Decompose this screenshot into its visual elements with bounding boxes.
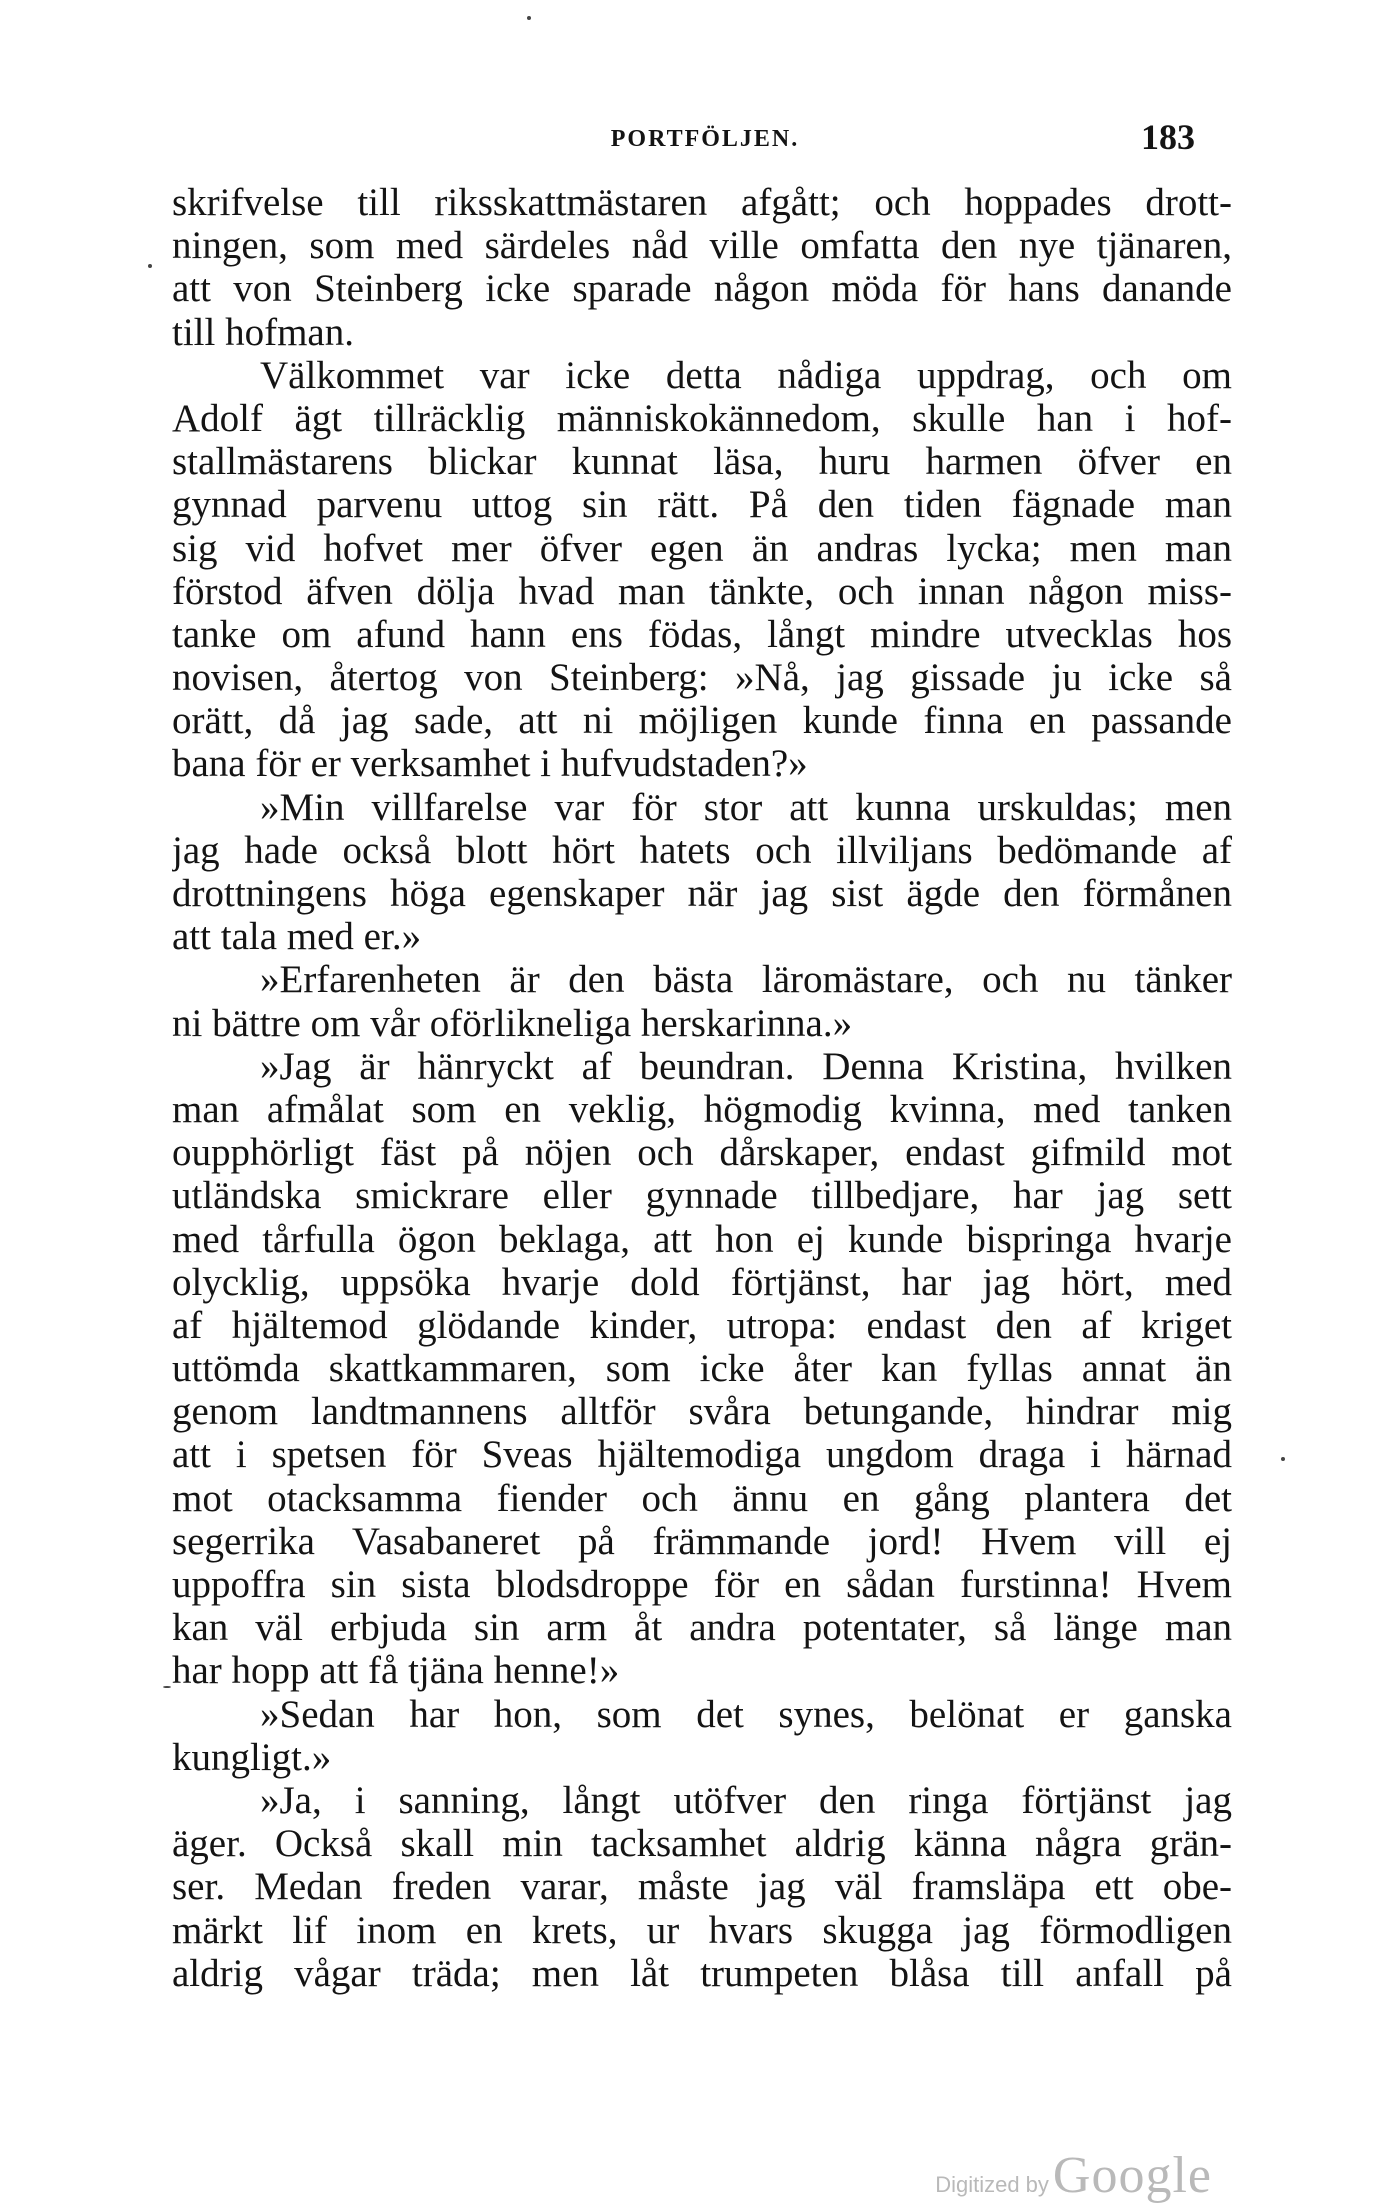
page-number: 183 [1141,117,1195,157]
text-line: »Erfarenheten är den bästa läromästare, och nu tänker [260,958,1232,1002]
text-line: bana för er verksamhet i hufvudstaden?» [172,742,808,786]
text-line: aldrig vågar träda; men låt trumpeten blåsa till anfall på [172,1951,1232,1995]
text-line: uppoffra sin sista blodsdroppe för en sådan furstinna! Hvem [172,1563,1232,1606]
scan-speck [148,264,152,268]
text-line: ningen, som med särdeles nåd ville omfatta den nye tjänaren, [172,224,1232,268]
text-line: man afmålat som en veklig, högmodig kvinna, med tanken [172,1087,1232,1131]
text-line: novisen, återtog von Steinberg: »Nå, jag gissade ju icke så [172,656,1232,700]
text-line: sig vid hofvet mer öfver egen än andras lycka; men man [172,526,1232,570]
text-line: segerrika Vasabaneret på främmande jord! Hvem vill ej [172,1519,1232,1563]
text-line: kan väl erbjuda sin arm åt andra potentater, så länge man [172,1606,1232,1650]
text-line: med tårfulla ögon beklaga, att hon ej kunde bispringa hvarje [172,1217,1232,1261]
text-line: af hjältemod glödande kinder, utropa: endast den af kriget [172,1303,1232,1347]
watermark-logo: Google [1052,2147,1212,2204]
scan-speck [527,16,531,20]
text-line: mot otacksamma fiender och ännu en gång plantera det [172,1476,1232,1520]
text-line: olycklig, uppsöka hvarje dold förtjänst, har jag hört, med [172,1260,1232,1304]
text-line: orätt, då jag sade, att ni möjligen kunde finna en passande [172,699,1232,743]
body-text [172,181,1232,1995]
text-line: »Jag är hänryckt af beundran. Denna Kristina, hvilken [260,1044,1232,1088]
scan-speck [163,1686,171,1688]
text-line: Adolf ägt tillräcklig människokännedom, skulle han i hof- [172,396,1232,440]
text-line: utländska smickrare eller gynnade tillbedjare, har jag sett [172,1174,1232,1218]
scan-speck [1281,1457,1285,1461]
text-line: ni bättre om vår oförlikneliga herskarinna.» [172,1001,853,1045]
text-line: oupphörligt fäst på nöjen och dårskaper, endast gifmild mot [172,1131,1232,1175]
text-line: »Sedan har hon, som det synes, belönat er ganska [260,1692,1232,1736]
digitized-watermark [935,2146,1212,2205]
running-head [170,116,1240,156]
text-line: »Ja, i sanning, långt utöfver den ringa förtjänst jag [260,1778,1232,1822]
text-line: äger. Också skall min tacksamhet aldrig känna några grän- [172,1822,1232,1866]
text-line: Välkommet var icke detta nådiga uppdrag, och om [260,353,1232,397]
text-line: att von Steinberg icke sparade någon möda för hans danande [172,267,1232,311]
text-line: tanke om afund hann ens födas, långt mindre utvecklas hos [172,612,1232,656]
text-line: skrifvelse till riksskattmästaren afgått; och hoppades drott- [172,181,1232,224]
text-line: gynnad parvenu uttog sin rätt. På den tiden fägnade man [172,483,1232,527]
watermark-prefix: Digitized by [935,2172,1049,2197]
text-line: kungligt.» [172,1735,332,1779]
text-line: ser. Medan freden varar, måste jag väl framsläpa ett obe- [172,1865,1232,1909]
text-line: har hopp att få tjäna henne!» [172,1649,620,1693]
text-line: drottningens höga egenskaper när jag sist ägde den förmånen [172,872,1232,915]
text-line: att i spetsen för Sveas hjältemodiga ungdom draga i härnad [172,1433,1232,1477]
text-line: »Min villfarelse var för stor att kunna urskuldas; men [260,785,1232,829]
text-line: stallmästarens blickar kunnat läsa, huru harmen öfver en [172,440,1232,484]
text-line: förstod äfven dölja hvad man tänkte, och innan någon miss- [172,569,1232,613]
text-line: att tala med er.» [172,915,422,959]
text-line: jag hade också blott hört hatets och illviljans bedömande af [172,828,1232,872]
running-title: PORTFÖLJEN. [610,126,800,152]
text-line: genom landtmannens alltför svåra betungande, hindrar mig [172,1390,1232,1434]
text-line: märkt lif inom en krets, ur hvars skugga jag förmodligen [172,1908,1232,1952]
text-line: uttömda skattkammaren, som icke åter kan fyllas annat än [172,1347,1232,1391]
text-line: till hofman. [172,310,354,354]
